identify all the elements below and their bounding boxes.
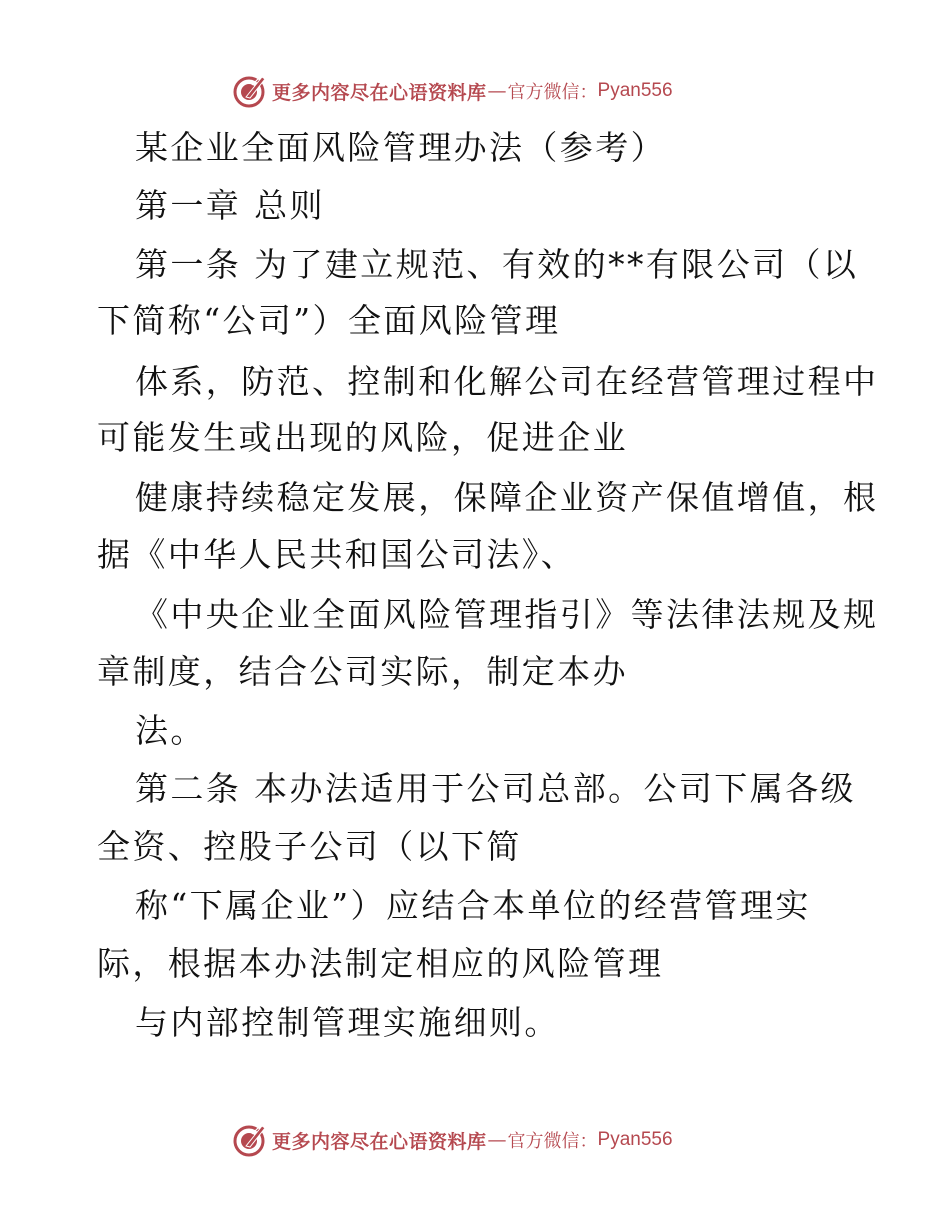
paragraph-line: 全资、控股子公司（以下简 [97,827,522,866]
quill-seal-logo-icon [232,1122,268,1158]
header-watermark [232,71,673,111]
watermark-wechat-label: 官方微信： [507,1131,598,1152]
paragraph-line: 健康持续稳定发展，保障企业资产保值增值，根 [135,478,879,517]
watermark-wechat-label: 官方微信： [507,82,598,103]
watermark-wechat-id: Pyan556 [597,80,673,101]
paragraph-line: 法。 [135,711,206,750]
paragraph-line: 《中央企业全面风险管理指引》等法律法规及规 [135,595,879,634]
paragraph-line: 体系，防范、控制和化解公司在经营管理过程中 [135,362,879,401]
paragraph-line: 与内部控制管理实施细则。 [135,1003,560,1042]
paragraph-line: 第一条 为了建立规范、有效的**有限公司（以 [135,245,859,284]
quill-seal-logo-icon [232,73,268,109]
watermark-dash: — [487,80,507,102]
paragraph-line: 称“下属企业”）应结合本单位的经营管理实 [135,886,811,925]
watermark-dash: — [487,1129,507,1151]
paragraph-line: 可能发生或出现的风险，促进企业 [97,418,628,457]
watermark-slogan: 更多内容尽在心语资料库 [272,81,487,104]
watermark-slogan: 更多内容尽在心语资料库 [272,1130,487,1153]
chapter-heading: 第一章 总则 [135,186,325,225]
paragraph-line: 据《中华人民共和国公司法》、 [97,535,577,574]
document-title: 某企业全面风险管理办法（参考） [135,128,666,167]
paragraph-line: 第二条 本办法适用于公司总部。公司下属各级 [135,769,856,808]
paragraph-line: 章制度，结合公司实际，制定本办 [97,652,628,691]
watermark-wechat-id: Pyan556 [597,1129,673,1150]
paragraph-line: 际，根据本办法制定相应的风险管理 [97,944,664,983]
paragraph-line: 下简称“公司”）全面风险管理 [97,301,561,340]
footer-watermark [232,1120,673,1160]
